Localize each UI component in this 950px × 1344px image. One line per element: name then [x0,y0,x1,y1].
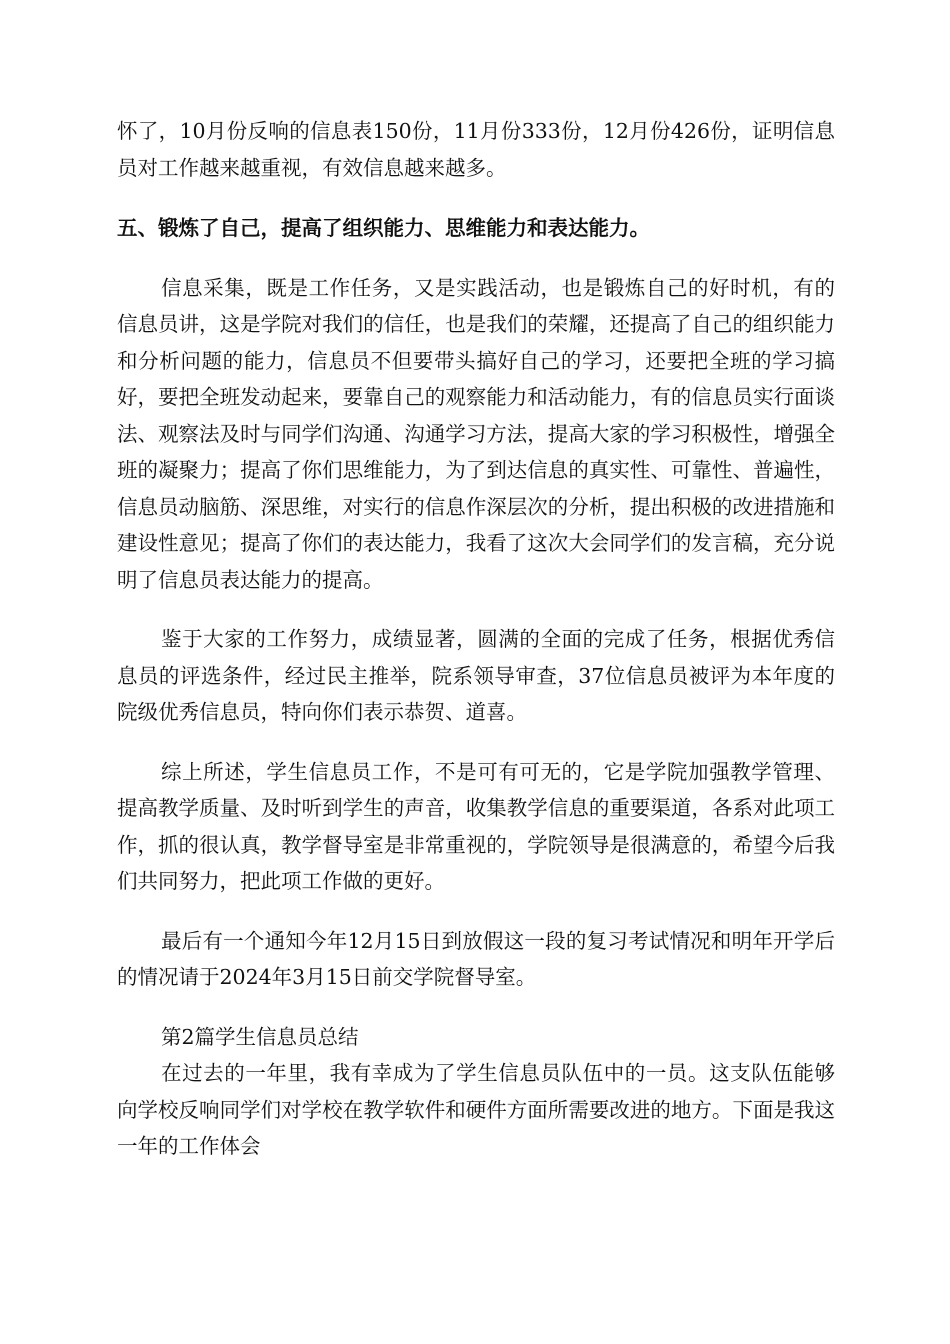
paragraph-information-collection: 信息采集，既是工作任务，又是实践活动，也是锻炼自己的好时机，有的信息员讲，这是学院对我们的信任，也是我们的荣耀，还提高了自己的组织能力和分析问题的能力，信息员不但要带头搞好自己的学习，还要把全班的学习搞好，要把全班发动起来，要靠自己的观察能力和活动能力，有的信息员实行面谈法、观察法及时与同学们沟通、沟通学习方法，提高大家的学习积极性，增强全班的凝聚力；提高了你们思维能力，为了到达信息的真实性、可靠性、普遍性，信息员动脑筋、深思维，对实行的信息作深层次的分析，提出积极的改进措施和建设性意见；提高了你们的表达能力，我看了这次大会同学们的发言稿，充分说明了信息员表达能力的提高。 [117,275,835,592]
paragraph-second-article-intro: 在过去的一年里，我有幸成为了学生信息员队伍中的一员。这支队伍能够向学校反响同学们对学校在教学软件和硬件方面所需要改进的地方。下面是我这一年的工作体会 [117,1061,835,1158]
paragraph-summary: 综上所述，学生信息员工作，不是可有可无的，它是学院加强教学管理、提高教学质量、及时听到学生的声音，收集教学信息的重要渠道，各系对此项工作，抓的很认真，教学督导室是非常重视的，学院领导是很满意的，希望今后我们共同努力，把此项工作做的更好。 [117,759,835,893]
paragraph-excellent-informants: 鉴于大家的工作努力，成绩显著，圆满的全面的完成了任务，根据优秀信息员的评选条件，经过民主推举，院系领导审查，37位信息员被评为本年度的院级优秀信息员，特向你们表示恭贺、道喜。 [117,627,835,724]
paragraph-continuation: 怀了，10月份反响的信息表150份，11月份333份，12月份426份，证明信息员对工作越来越重视，有效信息越来越多。 [117,119,835,180]
section-heading-five: 五、锻炼了自己，提高了组织能力、思维能力和表达能力。 [117,216,650,240]
paragraph-notice: 最后有一个通知今年12月15日到放假这一段的复习考试情况和明年开学后的情况请于2024年3月15日前交学院督导室。 [117,928,835,989]
article-subtitle: 第2篇学生信息员总结 [161,1024,359,1049]
document-page [117,113,835,1165]
